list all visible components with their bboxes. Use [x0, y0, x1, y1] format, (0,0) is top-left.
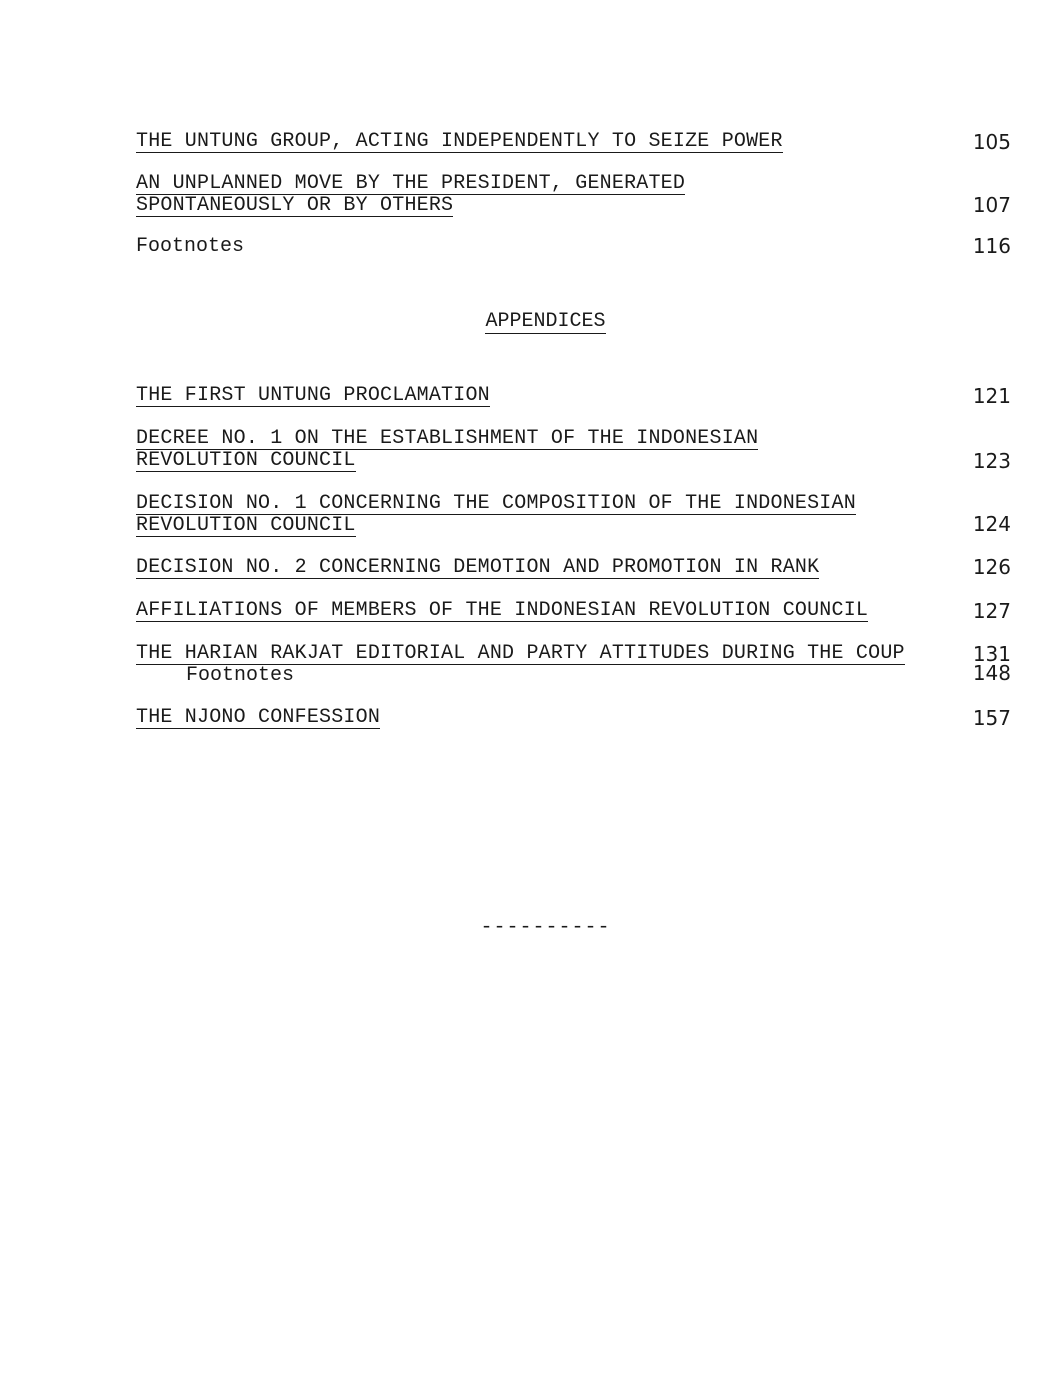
toc-entry-title-line1: AN UNPLANNED MOVE BY THE PRESIDENT, GENERATED: [136, 172, 686, 195]
appendices-heading-text: APPENDICES: [485, 310, 606, 333]
toc-entry: [136, 131, 1011, 153]
toc-entry-title: THE UNTUNG GROUP, ACTING INDEPENDENTLY TO SEIZE POWER: [136, 130, 783, 153]
toc-entry-title-line2: SPONTANEOUSLY OR BY OTHERS: [136, 194, 454, 217]
toc-entry-title: THE NJONO CONFESSION: [136, 706, 381, 729]
toc-entry: [136, 428, 1011, 472]
toc-entry-page: 116: [972, 234, 1011, 258]
toc-entry-title-line1: DECREE NO. 1 ON THE ESTABLISHMENT OF THE INDONESIAN: [136, 427, 759, 450]
toc-entry-page: 105: [972, 130, 1011, 154]
toc-entry: [136, 493, 1011, 537]
toc-entry-page: 107: [972, 193, 1011, 217]
toc-entry-page: 157: [972, 706, 1011, 730]
toc-entry: [136, 643, 1011, 686]
toc-entry-title-line2: Footnotes: [186, 664, 295, 687]
toc-entry: [136, 236, 1011, 257]
toc-entry-title-line2: REVOLUTION COUNCIL: [136, 449, 356, 472]
toc-entry: [136, 707, 1011, 729]
appendices-heading: [0, 311, 1039, 334]
toc-entry-page: 124: [972, 512, 1011, 536]
toc-entry: [136, 557, 1011, 579]
toc-entry: [136, 385, 1011, 407]
toc-entry-page: 121: [972, 384, 1011, 408]
toc-entry: [136, 173, 1011, 217]
toc-entry-page: 131: [972, 642, 1011, 666]
toc-entry-title: THE FIRST UNTUNG PROCLAMATION: [136, 384, 490, 407]
end-mark: [0, 916, 1039, 939]
toc-entry-page-footnotes: 148: [972, 661, 1011, 685]
end-mark-text: ----------: [480, 916, 611, 939]
toc-entry-title: Footnotes: [136, 235, 245, 258]
toc-entry-page: 126: [972, 555, 1011, 579]
toc-entry-title-line1: DECISION NO. 1 CONCERNING THE COMPOSITION OF THE INDONESIAN: [136, 492, 856, 515]
toc-entry-title: AFFILIATIONS OF MEMBERS OF THE INDONESIAN REVOLUTION COUNCIL: [136, 599, 869, 622]
toc-entry-title-line1: THE HARIAN RAKJAT EDITORIAL AND PARTY ATTITUDES DURING THE COUP: [136, 642, 905, 665]
toc-entry-page: 123: [972, 449, 1011, 473]
toc-entry: [136, 600, 1011, 622]
toc-entry-title-line2: REVOLUTION COUNCIL: [136, 514, 356, 537]
toc-entry-title: DECISION NO. 2 CONCERNING DEMOTION AND PROMOTION IN RANK: [136, 556, 820, 579]
toc-entry-page: 127: [972, 599, 1011, 623]
